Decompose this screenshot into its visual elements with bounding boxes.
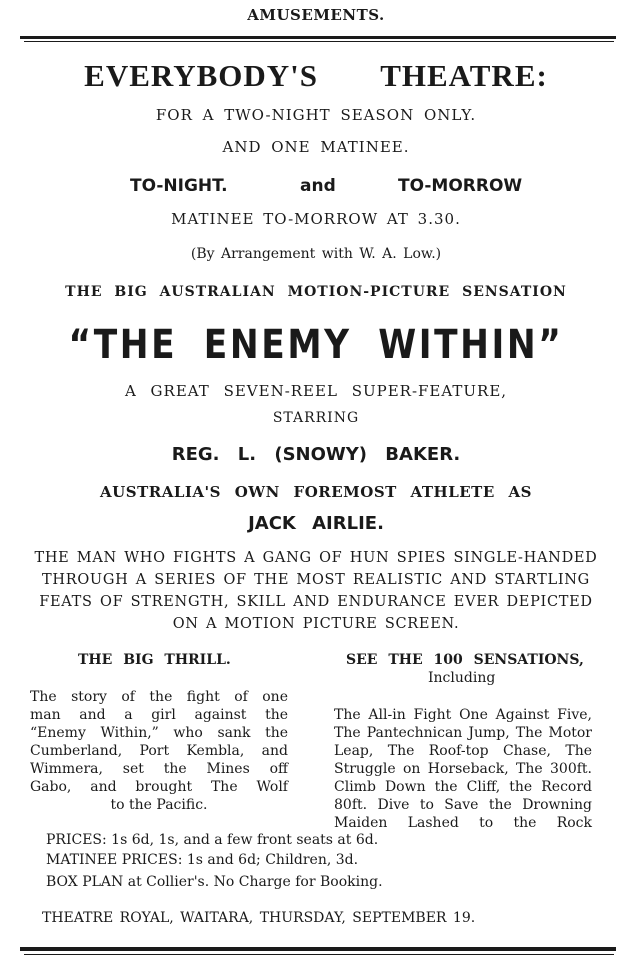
season-line: FOR A TWO-NIGHT SEASON ONLY. bbox=[155, 106, 477, 124]
big-thrill-line: Wimmera, set the Mines off bbox=[30, 761, 288, 777]
sensations-line: Climb Down the Cliff, the Record bbox=[334, 779, 592, 795]
bottom-rule-thin bbox=[24, 954, 614, 955]
big-thrill-line: The story of the fight of one bbox=[30, 689, 288, 705]
sensations-heading: SEE THE 100 SENSATIONS, bbox=[346, 652, 584, 668]
description-line: FEATS OF STRENGTH, SKILL AND ENDURANCE EVER DEPICTED bbox=[39, 594, 593, 610]
matinee-prices-line: MATINEE PRICES: 1s and 6d; Children, 3d. bbox=[46, 852, 359, 868]
big-thrill-line: to the Pacific. bbox=[110, 797, 208, 813]
arrangement-note: (By Arrangement with W. A. Low.) bbox=[190, 246, 442, 262]
matinee-count: AND ONE MATINEE. bbox=[222, 138, 410, 156]
date-and: and bbox=[300, 176, 336, 196]
date-tonight: TO-NIGHT. bbox=[130, 176, 228, 196]
sensation-heading: THE BIG AUSTRALIAN MOTION-PICTURE SENSATION bbox=[65, 284, 567, 300]
star-name: REG. L. (SNOWY) BAKER. bbox=[171, 444, 461, 465]
starring-label: STARRING bbox=[272, 410, 360, 426]
athlete-line: AUSTRALIA'S OWN FOREMOST ATHLETE AS bbox=[100, 483, 532, 501]
sensations-line: Maiden Lashed to the Rock bbox=[334, 815, 592, 831]
sensations-line: The All-in Fight One Against Five, bbox=[334, 707, 592, 723]
big-thrill-heading: THE BIG THRILL. bbox=[78, 652, 231, 668]
box-plan-line: BOX PLAN at Collier's. No Charge for Booking. bbox=[46, 874, 383, 890]
dates-row bbox=[0, 176, 632, 198]
top-rule-thin bbox=[24, 41, 614, 42]
big-thrill-line: man and a girl against the bbox=[30, 707, 288, 723]
matinee-time: MATINEE TO-MORROW AT 3.30. bbox=[171, 210, 461, 228]
theatre-name: EVERYBODY'S THEATRE: bbox=[84, 58, 548, 93]
sensations-line: Leap, The Roof-top Chase, The bbox=[334, 743, 592, 759]
top-rule-thick bbox=[20, 36, 616, 39]
description-line: ON A MOTION PICTURE SCREEN. bbox=[172, 616, 460, 632]
date-tomorrow: TO-MORROW bbox=[398, 176, 523, 196]
sensations-text bbox=[334, 706, 592, 832]
sensations-line: Struggle on Horseback, The 300ft. bbox=[334, 761, 592, 777]
character-name: JACK AIRLIE. bbox=[248, 513, 384, 534]
sensations-line: 80ft. Dive to Save the Drowning bbox=[334, 797, 592, 813]
big-thrill-line: Gabo, and brought The Wolf bbox=[30, 779, 288, 795]
next-venue-line: THEATRE ROYAL, WAITARA, THURSDAY, SEPTEMBER 19. bbox=[42, 910, 476, 926]
feature-description: A GREAT SEVEN-REEL SUPER-FEATURE, bbox=[124, 382, 508, 400]
prices-line: PRICES: 1s 6d, 1s, and a few front seats at 6d. bbox=[46, 832, 379, 848]
big-thrill-text bbox=[30, 688, 288, 814]
sensations-subheading: Including bbox=[428, 670, 496, 686]
sensations-line: The Pantechnican Jump, The Motor bbox=[334, 725, 592, 741]
film-title: “THE ENEMY WITHIN” bbox=[68, 322, 564, 368]
bottom-rule-thick bbox=[20, 947, 616, 951]
description-line: THROUGH A SERIES OF THE MOST REALISTIC AND STARTLING bbox=[42, 572, 590, 588]
description-line: THE MAN WHO FIGHTS A GANG OF HUN SPIES SINGLE-HANDED bbox=[34, 550, 598, 566]
section-header: AMUSEMENTS. bbox=[247, 6, 385, 24]
big-thrill-line: “Enemy Within,” who sank the bbox=[30, 725, 288, 741]
big-thrill-line: Cumberland, Port Kembla, and bbox=[30, 743, 288, 759]
